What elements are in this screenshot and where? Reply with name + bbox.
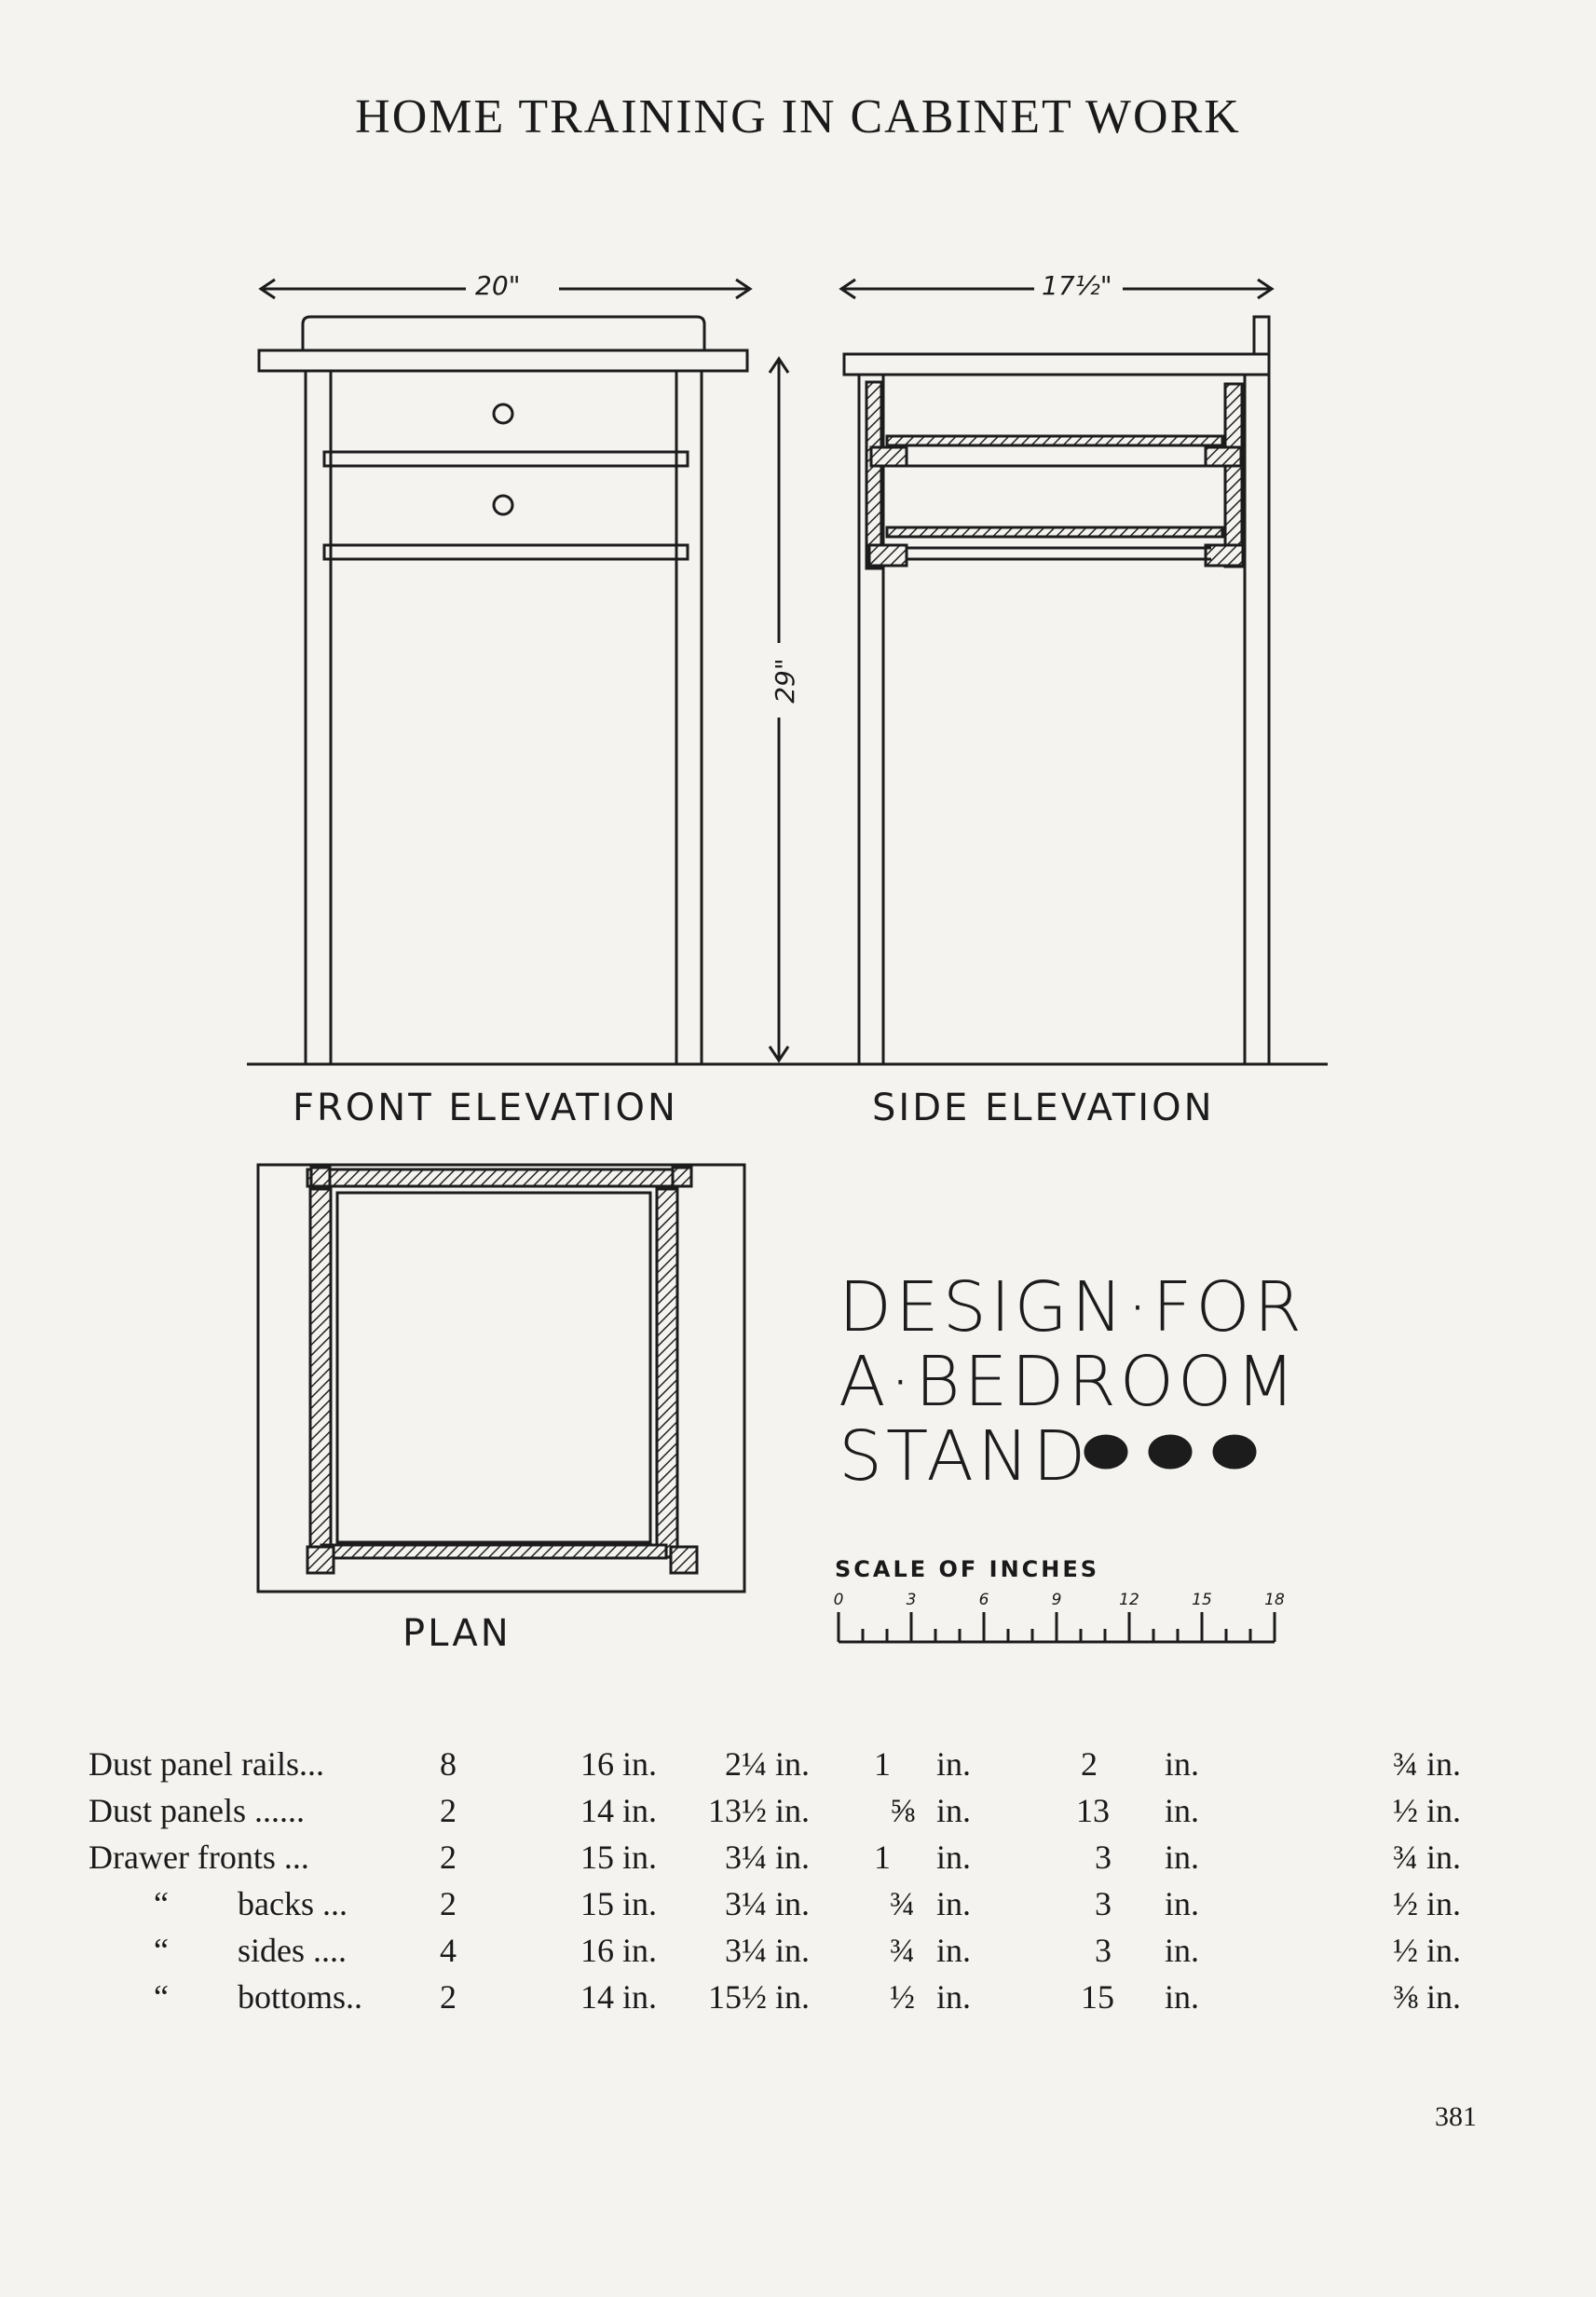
scale-tick-label: 0: [833, 1591, 844, 1609]
ditto-mark: “: [154, 1932, 169, 1969]
finished-thickness: ½ in.: [1393, 1792, 1462, 1829]
finished-unit: in.: [1165, 1792, 1200, 1829]
scale-tick-label: 15: [1192, 1591, 1212, 1609]
ornament-icon: [1085, 1436, 1255, 1468]
thickness-num: 1: [874, 1745, 891, 1783]
finished-unit: in.: [1165, 1978, 1200, 2016]
plan-label: PLAN: [402, 1612, 512, 1655]
width-cell: 3¼ in.: [725, 1932, 811, 1969]
finished-unit: in.: [1165, 1745, 1200, 1783]
scale-tick-label: 3: [906, 1591, 917, 1609]
thickness-num: ½: [890, 1978, 915, 2016]
thickness-num: ⅝: [890, 1792, 915, 1829]
finished-thickness: ½ in.: [1393, 1885, 1462, 1922]
ditto-mark: “: [154, 1978, 169, 2016]
side-elevation-label: SIDE ELEVATION: [872, 1087, 1215, 1129]
running-header: HOME TRAINING IN CABINET WORK: [355, 90, 1241, 144]
table-row: [0, 1791, 1596, 1839]
part-name: sides ....: [238, 1932, 347, 1969]
plan-view: [258, 1165, 744, 1592]
length-cell: 14 in.: [580, 1792, 658, 1829]
ditto-mark: “: [154, 1885, 169, 1922]
finished-num: 3: [1095, 1932, 1112, 1969]
table-row: [0, 1931, 1596, 1979]
finished-unit: in.: [1165, 1932, 1200, 1969]
finished-num: 13: [1076, 1792, 1110, 1829]
finished-num: 15: [1081, 1978, 1114, 2016]
part-name: Dust panels ......: [89, 1792, 305, 1829]
table-row: [0, 1744, 1596, 1793]
finished-thickness: ⅜ in.: [1393, 1978, 1462, 2016]
part-count: 2: [440, 1839, 457, 1876]
width-cell: 15½ in.: [708, 1978, 811, 2016]
finished-num: 3: [1095, 1839, 1112, 1876]
design-title-line-3: STAND: [839, 1416, 1090, 1497]
finished-thickness: ¾ in.: [1393, 1745, 1462, 1783]
table-row: [0, 1838, 1596, 1886]
thickness-num: ¾: [890, 1932, 915, 1969]
thickness-unit: in.: [936, 1792, 972, 1829]
thickness-unit: in.: [936, 1839, 972, 1876]
height-dimension: 29": [769, 658, 800, 704]
part-name: Dust panel rails...: [89, 1745, 324, 1783]
part-count: 2: [440, 1885, 457, 1922]
length-cell: 14 in.: [580, 1978, 658, 2016]
part-count: 8: [440, 1745, 457, 1783]
scale-title: SCALE OF INCHES: [835, 1556, 1100, 1582]
part-name: Drawer fronts ...: [89, 1839, 309, 1876]
length-cell: 16 in.: [580, 1745, 658, 1783]
thickness-unit: in.: [936, 1885, 972, 1922]
table-row: [0, 1884, 1596, 1933]
front-elevation-label: FRONT ELEVATION: [293, 1087, 678, 1129]
part-name: backs ...: [238, 1885, 348, 1922]
table-row: [0, 1977, 1596, 2026]
width-cell: 2¼ in.: [725, 1745, 811, 1783]
length-cell: 15 in.: [580, 1839, 658, 1876]
finished-num: 3: [1095, 1885, 1112, 1922]
design-title-line-1: DESIGN·FOR: [839, 1267, 1305, 1347]
width-cell: 3¼ in.: [725, 1885, 811, 1922]
width-cell: 13½ in.: [708, 1792, 811, 1829]
part-name: bottoms..: [238, 1978, 363, 2016]
finished-unit: in.: [1165, 1885, 1200, 1922]
page-number: 381: [1435, 2101, 1477, 2132]
thickness-unit: in.: [936, 1745, 972, 1783]
width-dimension: 20": [475, 270, 521, 301]
scale-ticks: [863, 1612, 1250, 1642]
finished-unit: in.: [1165, 1839, 1200, 1876]
part-count: 2: [440, 1978, 457, 2016]
width-cell: 3¼ in.: [725, 1839, 811, 1876]
design-title-line-2: A·BEDROOM: [839, 1342, 1300, 1422]
thickness-unit: in.: [936, 1978, 972, 2016]
scale-tick-label: 12: [1119, 1591, 1139, 1609]
finished-thickness: ¾ in.: [1393, 1839, 1462, 1876]
length-cell: 16 in.: [580, 1932, 658, 1969]
scale-tick-label: 9: [1051, 1591, 1062, 1609]
scale-tick-label: 6: [978, 1591, 989, 1609]
finished-num: 2: [1081, 1745, 1098, 1783]
finished-thickness: ½ in.: [1393, 1932, 1462, 1969]
thickness-unit: in.: [936, 1932, 972, 1969]
side-elevation: [841, 280, 1272, 1064]
length-cell: 15 in.: [580, 1885, 658, 1922]
part-count: 2: [440, 1792, 457, 1829]
thickness-num: ¾: [890, 1885, 915, 1922]
part-count: 4: [440, 1932, 457, 1969]
thickness-num: 1: [874, 1839, 891, 1876]
depth-dimension: 17½": [1042, 270, 1112, 301]
scale-tick-label: 18: [1264, 1591, 1285, 1609]
